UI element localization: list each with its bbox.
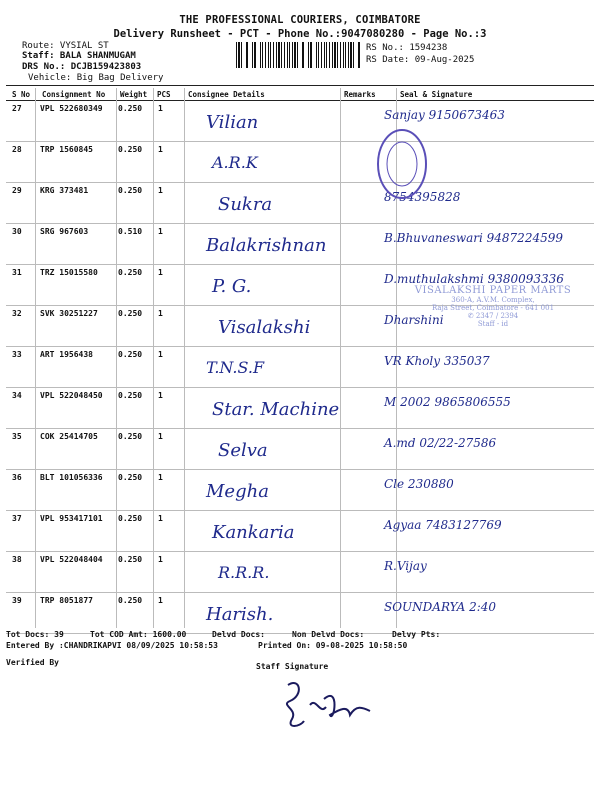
delivery-points: Delvy Pts: [392,630,441,639]
col-consignment: Consignment No [42,90,106,99]
table-row [6,223,594,264]
col-seal: Seal & Signature [400,90,473,99]
row-consignee-handwritten: Selva [218,440,268,461]
runsheet-title: Delivery Runsheet - PCT - Phone No.:9047080280 - Page No.:3 [113,28,487,40]
row-pcs: 1 [158,432,163,441]
printed-on: Printed On: 09-08-2025 10:58:50 [258,641,408,650]
row-sno: 38 [12,555,22,564]
stamp-line: Raja Street, Coimbatore - 641 001 [431,304,555,312]
row-weight: 0.250 [118,268,143,277]
row-pcs: 1 [158,350,163,359]
row-sno: 27 [12,104,22,113]
stamp-line: 360-A, A.V.M. Complex, [451,296,535,304]
row-weight: 0.250 [118,596,143,605]
row-signature-handwritten: Dharshini [384,313,444,327]
row-consignment-no: KRG 373481 [40,186,89,195]
table-row [6,100,594,141]
route-label: Route: VYSIAL ST [22,41,109,51]
stamp-name: VISALAKSHI PAPER MARTS [414,285,572,296]
row-signature-handwritten: M 2002 9865806555 [384,395,511,409]
col-pcs: PCS [157,90,171,99]
row-consignment-no: TRZ 15015580 [40,268,98,277]
row-pcs: 1 [158,268,163,277]
row-signature-handwritten: VR Kholy 335037 [384,354,490,368]
visalakshi-stamp [398,285,588,345]
row-pcs: 1 [158,596,163,605]
col-remarks: Remarks [344,90,376,99]
row-consignment-no: COK 25414705 [40,432,98,441]
row-weight: 0.250 [118,350,143,359]
stamp-line: Staff - id [477,320,509,328]
row-signature-handwritten: B.Bhuvaneswari 9487224599 [384,231,563,245]
row-consignment-no: VPL 522048450 [40,391,103,400]
table-row [6,510,594,551]
table-row [6,182,594,223]
table-row [6,469,594,510]
row-pcs: 1 [158,186,163,195]
round-seal-stamp [372,124,432,204]
delivered-docs: Delvd Docs: [212,630,265,639]
col-consignee: Consignee Details [188,90,265,99]
row-sno: 31 [12,268,22,277]
row-weight: 0.250 [118,391,143,400]
row-weight: 0.250 [118,145,143,154]
row-signature-handwritten: Cle 230880 [384,477,454,491]
row-consignee-handwritten: A.R.K [212,153,258,172]
total-cod: Tot COD Amt: 1600.00 [90,630,187,639]
row-sno: 30 [12,227,22,236]
row-sno: 29 [12,186,22,195]
rs-date: RS Date: 09-Aug-2025 [366,55,475,65]
row-sno: 33 [12,350,22,359]
company-title: THE PROFESSIONAL COURIERS, COIMBATORE [179,14,421,26]
row-consignment-no: VPL 522048404 [40,555,103,564]
row-pcs: 1 [158,473,163,482]
row-consignee-handwritten: Balakrishnan [206,235,327,256]
row-consignment-no: SRG 967603 [40,227,89,236]
row-pcs: 1 [158,555,163,564]
row-consignment-no: VPL 953417101 [40,514,103,523]
row-consignee-handwritten: P. G. [212,276,252,297]
row-weight: 0.250 [118,309,143,318]
verified-by: Verified By [6,658,59,667]
row-consignee-handwritten: T.N.S.F [206,358,265,377]
total-docs: Tot Docs: 39 [6,630,64,639]
row-sno: 35 [12,432,22,441]
row-weight: 0.250 [118,473,143,482]
row-consignee-handwritten: Kankaria [212,522,295,543]
row-signature-handwritten: SOUNDARYA 2:40 [384,600,497,614]
row-signature-handwritten: Agyaa 7483127769 [384,518,502,532]
row-consignee-handwritten: Harish. [206,604,274,625]
col-weight: Weight [120,90,148,99]
row-consignee-handwritten: R.R.R. [218,563,270,582]
row-sno: 34 [12,391,22,400]
row-weight: 0.250 [118,104,143,113]
stamp-line: ✆ 2347 / 2394 [467,312,519,320]
table-row [6,141,594,182]
row-consignment-no: TRP 8051877 [40,596,93,605]
row-pcs: 1 [158,104,163,113]
col-sno: S No [12,90,31,99]
row-weight: 0.250 [118,186,143,195]
row-sno: 37 [12,514,22,523]
staff-label: Staff: BALA SHANMUGAM [22,51,136,61]
row-pcs: 1 [158,514,163,523]
table-row [6,346,594,387]
row-weight: 0.250 [118,432,143,441]
row-weight: 0.510 [118,227,143,236]
staff-signature-image [270,675,380,735]
row-pcs: 1 [158,145,163,154]
row-sno: 39 [12,596,22,605]
row-pcs: 1 [158,391,163,400]
table-row [6,387,594,428]
row-pcs: 1 [158,227,163,236]
row-consignee-handwritten: Megha [206,481,269,502]
row-pcs: 1 [158,309,163,318]
non-delivered-docs: Non Delvd Docs: [292,630,365,639]
header-rule [6,85,594,86]
vehicle-label: Vehicle: Big Bag Delivery [28,73,164,83]
barcode-gaps [236,42,362,68]
table-row [6,551,594,592]
table-row [6,592,594,633]
row-consignment-no: VPL 522680349 [40,104,103,113]
row-sno: 28 [12,145,22,154]
row-signature-handwritten: R.Vijay [384,559,427,573]
rs-number: RS No.: 1594238 [366,43,448,53]
row-consignment-no: ART 1956438 [40,350,93,359]
row-signature-handwritten: 8754395828 [384,190,461,204]
row-signature-handwritten: A.md 02/22-27586 [384,436,497,450]
row-consignee-handwritten: Vilian [206,112,259,133]
row-sno: 32 [12,309,22,318]
table-row [6,428,594,469]
row-signature-handwritten: D.muthulakshmi 9380093336 [384,272,564,286]
row-consignee-handwritten: Star. Machine [212,399,340,420]
row-consignee-handwritten: Visalakshi [218,317,311,338]
row-sno: 36 [12,473,22,482]
row-weight: 0.250 [118,555,143,564]
row-weight: 0.250 [118,514,143,523]
row-consignment-no: TRP 1560845 [40,145,93,154]
staff-signature-label: Staff Signature [256,662,329,671]
row-consignment-no: BLT 101056336 [40,473,103,482]
row-signature-handwritten: Sanjay 9150673463 [384,108,505,122]
drs-label: DRS No.: DCJB159423803 [22,62,142,72]
row-consignee-handwritten: Sukra [218,194,273,215]
row-consignment-no: SVK 30251227 [40,309,98,318]
entered-by: Entered By :CHANDRIKAPVI 08/09/2025 10:58:53 [6,641,218,650]
